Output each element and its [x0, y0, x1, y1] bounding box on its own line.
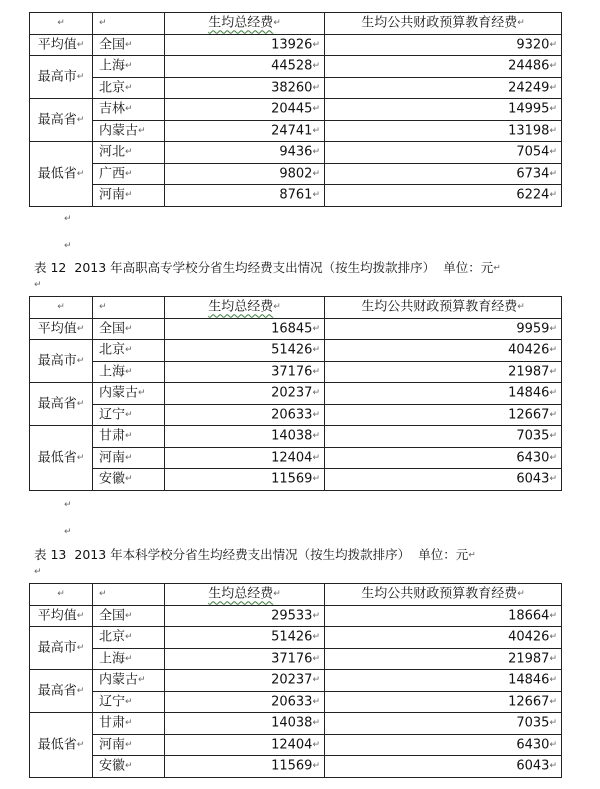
expenditure-table-13 — [29, 583, 562, 778]
table-row: 安徽↵ 11569↵ 6043↵ — [30, 756, 562, 778]
paragraph-mark: ↵ — [34, 280, 42, 290]
table-row: 平均值↵ 全国↵ 29533↵ 18664↵ — [30, 605, 562, 627]
table-row: 河南↵ 8761↵ 6224↵ — [30, 185, 562, 207]
paragraph-mark: ↵ — [64, 214, 72, 224]
table-row: 辽宁↵ 20633↵ 12667↵ — [30, 404, 562, 426]
table-row: 广西↵ 9802↵ 6734↵ — [30, 163, 562, 185]
table-row: 最高市↵ 上海↵ 44528↵ 24486↵ — [30, 56, 562, 78]
table-header-row: ↵ ↵ 生均总经费↵ 生均公共财政预算教育经费↵ — [30, 297, 562, 319]
paragraph-mark: ↵ — [64, 500, 72, 510]
table-row: 最低省↵ 甘肃↵ 14038↵ 7035↵ — [30, 713, 562, 735]
table-header-row: ↵ ↵ 生均总经费↵ 生均公共财政预算教育经费↵ — [30, 584, 562, 606]
table-row: 最高省↵ 内蒙古↵ 20237↵ 14846↵ — [30, 670, 562, 692]
table-row: 辽宁↵ 20633↵ 12667↵ — [30, 691, 562, 713]
table-12-caption: 表 12 2013 年高职高专学校分省生均经费支出情况（按生均拨款排序） 单位：元↵ — [34, 260, 501, 275]
table-row: 上海↵ 37176↵ 21987↵ — [30, 361, 562, 383]
table-header-row: ↵ ↵ 生均总经费↵ 生均公共财政预算教育经费↵ — [30, 13, 562, 35]
table-row: 最高省↵ 内蒙古↵ 20237↵ 14846↵ — [30, 383, 562, 405]
table-row: 河南↵ 12404↵ 6430↵ — [30, 734, 562, 756]
expenditure-table-1 — [29, 12, 562, 207]
table-row: 平均值↵ 全国↵ 16845↵ 9959↵ — [30, 318, 562, 340]
table-row: 最高市↵ 北京↵ 51426↵ 40426↵ — [30, 627, 562, 649]
table-row: 安徽↵ 11569↵ 6043↵ — [30, 469, 562, 491]
table-row: 上海↵ 37176↵ 21987↵ — [30, 648, 562, 670]
table-13-caption: 表 13 2013 年本科学校分省生均经费支出情况（按生均拨款排序） 单位：元↵ — [34, 547, 476, 562]
expenditure-table-12 — [29, 296, 562, 491]
table-row: 北京↵ 38260↵ 24249↵ — [30, 77, 562, 99]
table-row: 最低省↵ 甘肃↵ 14038↵ 7035↵ — [30, 426, 562, 448]
table-row: 内蒙古↵ 24741↵ 13198↵ — [30, 120, 562, 142]
paragraph-mark: ↵ — [64, 527, 72, 537]
paragraph-mark: ↵ — [64, 241, 72, 251]
table-row: 最低省↵ 河北↵ 9436↵ 7054↵ — [30, 142, 562, 164]
table-row: 最高市↵ 北京↵ 51426↵ 40426↵ — [30, 340, 562, 362]
table-row: 平均值↵ 全国↵ 13926↵ 9320↵ — [30, 34, 562, 56]
table-row: 最高省↵ 吉林↵ 20445↵ 14995↵ — [30, 99, 562, 121]
table-row: 河南↵ 12404↵ 6430↵ — [30, 447, 562, 469]
paragraph-mark: ↵ — [34, 567, 42, 577]
